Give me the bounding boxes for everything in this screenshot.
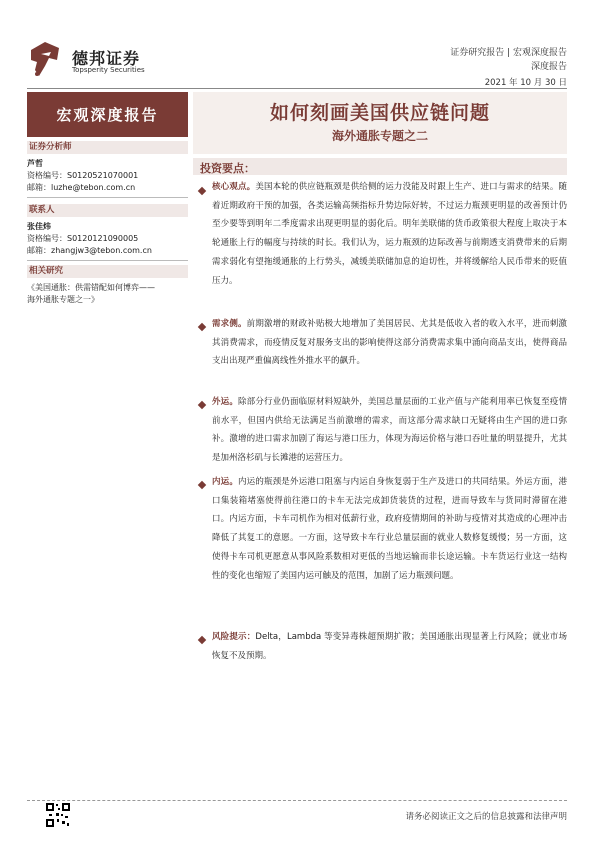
related-heading: 相关研究 (27, 265, 188, 278)
related-research-link-cont[interactable]: 海外通胀专题之一》 (27, 295, 99, 304)
divider (27, 197, 188, 198)
bullet-icon (198, 401, 206, 409)
report-date: 2021 年 10 月 30 日 (484, 78, 567, 88)
divider (27, 260, 188, 261)
related-research-link[interactable]: 《美国通胀：供需错配如何博弈—— (27, 283, 155, 292)
key-points-label: 投资要点： (200, 162, 255, 175)
analyst-heading: 证券分析师 (27, 141, 188, 154)
bullet-icon (198, 323, 206, 331)
point-lead: 内运。 (212, 477, 238, 487)
analyst-email[interactable]: 邮箱：luzhe@tebon.com.cn (27, 183, 136, 192)
point-text: 前期激增的财政补贴极大地增加了美国居民、尤其是低收入者的收入水平，进而刺激其消费需求，而疫情反复对服务支出的影响使得这部分消费需求集中涌向商品支出，使得商品支出出现严重偏离线性外推水平的飙升。 (212, 319, 567, 367)
bullet-icon (198, 187, 206, 195)
contact-email[interactable]: 邮箱：zhangjw3@tebon.com.cn (27, 246, 152, 255)
qr-code-icon (45, 802, 71, 828)
point-text: Delta，Lambda 等变异毒株超预期扩散；美国通胀出现显著上行风险；就业市场恢复不及预期。 (212, 632, 567, 661)
footer-divider (27, 800, 567, 801)
point-lead: 风险提示： (212, 632, 256, 642)
point-lead: 核心观点。 (212, 182, 256, 192)
point-external-transport (212, 393, 567, 468)
point-text: 除部分行业仍面临原材料短缺外，美国总量层面的工业产值与产能利用率已恢复至疫情前水平，但国内供给无法满足当前激增的需求，而这部分需求缺口无疑将由生产国的进口弥补。激增的进口需求加剧了海运与港口压力，体现为海运价格与港口吞吐量的明显提升，尤其是加州洛杉矶与长滩港的运营压力。 (212, 397, 567, 464)
point-core-view (212, 178, 567, 290)
point-demand-side (212, 315, 567, 371)
point-text: 美国本轮的供应链瓶颈是供给侧的运力没能及时跟上生产、进口与需求的结果。随着近期政府干预的加强，各类运输高频指标升势边际好转，不过运力瓶颈更明显的改善预计仍至少要等到明年二季度需求出现更明显的弱化后。明年美联储的货币政策很大程度上取决于本轮通胀上行的幅度与持续的时长。我们认为，运力瓶颈的边际改善与前期透支消费带来的后期需求弱化有望拖缓通胀的上行势头，减缓美联储加息的迫切性，并将缓解给人民币带来的贬值压力。 (212, 182, 567, 286)
report-title: 如何刻画美国供应链问题 (269, 102, 490, 124)
analyst-name: 芦哲 (27, 159, 43, 168)
point-risk-warning (212, 628, 567, 665)
brand-name: 德邦证券 (72, 49, 141, 68)
disclaimer-notice: 请务必阅读正文之后的信息披露和法律声明 (405, 812, 567, 822)
report-category-banner: 宏观深度报告 (27, 92, 188, 137)
point-internal-transport (212, 473, 567, 585)
header-divider (27, 88, 567, 89)
contact-heading: 联系人 (27, 204, 188, 217)
bullet-icon (198, 636, 206, 644)
tebon-logo-icon (27, 40, 63, 80)
contact-cert: 资格编号：S0120121090005 (27, 234, 139, 243)
point-lead: 外运。 (212, 397, 238, 407)
report-subtitle: 海外通胀专题之二 (331, 129, 428, 143)
contact-name: 张佳炜 (27, 222, 51, 231)
point-text: 内运的瓶颈是外运港口阻塞与内运自身恢复弱于生产及进口的共同结果。外运方面，港口集装箱堵塞使得前往港口的卡车无法完成卸货装货的过程，进而导致车与货同时滞留在港口。内运方面，卡车司机作为相对低薪行业，政府疫情期间的补助与疫情对其造成的心理冲击降低了其复工的意愿。一方面，这导致卡车行业总量层面的就业人数修复缓慢；另一方面，这使得卡车司机更愿意从事风险系数相对更低的当地运输而非长途运输。卡车货运行业这一结构性的变化也缩短了美国内运可触及的范围，加剧了运力瓶颈问题。 (212, 477, 567, 581)
bullet-icon (198, 481, 206, 489)
report-type: 证券研究报告 | 宏观深度报告 (450, 48, 567, 58)
brand-name-english: Topsperity Securities (72, 66, 145, 74)
point-lead: 需求侧。 (212, 319, 247, 329)
analyst-cert: 资格编号：S0120521070001 (27, 171, 139, 180)
report-subtype: 深度报告 (530, 62, 567, 72)
